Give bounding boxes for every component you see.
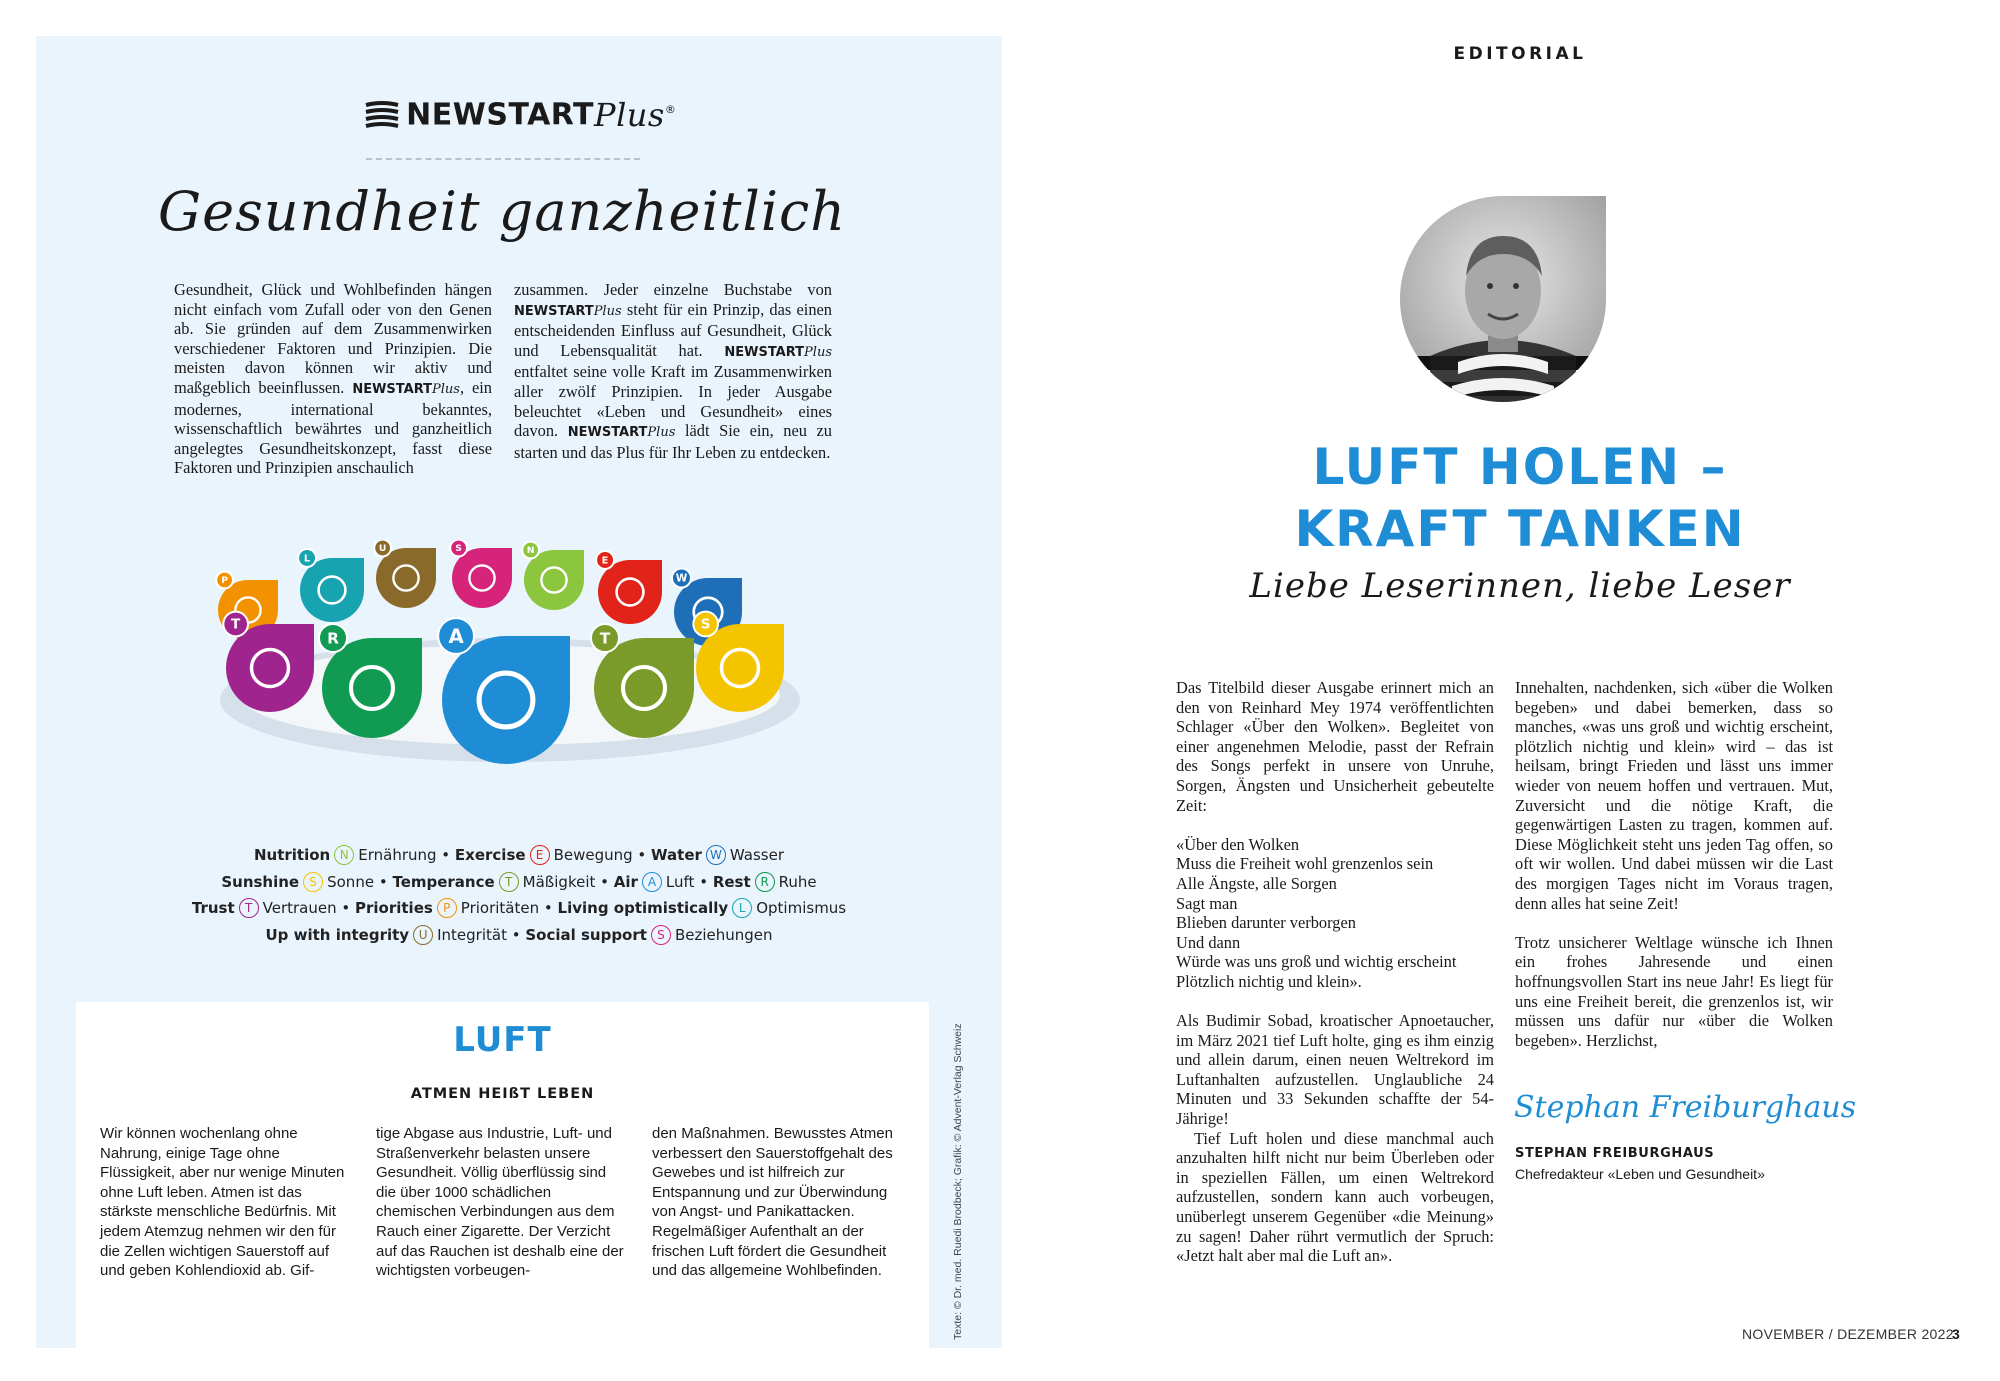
brand-mention: NEWSTARTPlus (352, 381, 460, 397)
legend-german: Integrität (437, 925, 507, 944)
wave-lines-icon (364, 100, 400, 130)
legend-english: Exercise (454, 846, 526, 864)
section-label: EDITORIAL (1453, 44, 1587, 64)
script-title: Gesundheit ganzheitlich (157, 180, 847, 243)
legend-german: Prioritäten (460, 899, 540, 917)
legend-german: Mäßigkeit (522, 872, 596, 891)
drop-letter: T (231, 616, 241, 633)
brand-mention: NEWSTARTPlus (514, 303, 622, 319)
editorial-column-1 (1176, 678, 1494, 1266)
paragraph-3: Tief Luft holen und diese manchmal auch anzuhalten hilft nicht nur beim Überleben oder in speziellen Fällen, um einen Weltrekord aufzustellen, sondern kann auch vorbeugen, unüberlegt unserem Gegenüber «die Meinung» zu sagen! Daher rührt vermutlich der Spruch: «Jetzt halt aber mal die Luft an». (1176, 1128, 1494, 1266)
legend-row: Nutrition N Ernährung • Exercise E Bewegung • Water W Wasser (253, 846, 784, 864)
text-run: entfaltet seine volle Kraft im Zusammenwirken aller zwölf Prinzipien. In jeder Ausgabe beleuchtet «Leben und Gesundheit» eines davon. (514, 362, 832, 441)
legend-english: Social support (525, 925, 647, 944)
legend-letter-badge: A (642, 872, 662, 892)
luft-column-1: Wir können wochenlang ohne Nahrung, einige Tage ohne Flüssigkeit, aber nur wenige Minuten ohne Luft leben. Atmen ist das stärkste menschliche Bedürfnis. Mit jedem Atemzug nehmen wir den für die Zellen wichtigen Sauerstoff auf und geben Kohlendioxid ab. Gif- (100, 1125, 345, 1280)
legend-row: Up with integrity U Integrität • Social support S Beziehungen (265, 925, 773, 944)
registered-mark: ® (664, 103, 676, 117)
legend-english: Priorities (355, 899, 433, 917)
principle-drop (594, 638, 694, 738)
thumbs-up-icon (298, 549, 364, 622)
legend-german: Ernährung (358, 846, 437, 864)
image-credit: Texte: © Dr. med. Ruedi Brodbeck; Grafik: © Advent-Verlag Schweiz (952, 1023, 964, 1340)
legend-english: Sunshine (221, 872, 300, 891)
newstart-logo (0, 96, 1040, 134)
family-icon (450, 540, 512, 608)
legend-english: Up with integrity (265, 925, 410, 944)
principle-drop (322, 638, 422, 738)
paragraph-2: Als Budimir Sobad, kroatischer Apnoetaucher, im März 2021 tief Luft holte, ging es ihm einzig und allein darum, einen neuen Weltrekord im Luftanhalten aufzustellen. Unglaubliche 24 Minuten und 33 Sekunden schaffte der 54-Jährige! (1176, 1011, 1494, 1129)
text-run: zusammen. Jeder einzelne Buchstabe von (514, 280, 832, 299)
intro-column-1 (174, 280, 492, 478)
legend-english: Trust (191, 899, 235, 917)
text-run: Gesundheit, Glück und Wohlbefinden hängen nicht einfach vom Zufall oder von den Genen ab. Sie gründen auf dem Zusammenwirken verschiedener Faktoren und Prinzipien. Die meisten davon können wir aktiv und maßgeblich beeinflussen. (174, 280, 492, 397)
issue-date: NOVEMBER / DEZEMBER 2022 (1742, 1326, 1954, 1342)
legend-english: Living optimistically (557, 899, 729, 917)
page-number: 3 (1952, 1326, 1960, 1342)
legend-letter-badge: E (530, 845, 550, 865)
drop-letter: T (599, 629, 611, 648)
paragraph-5: Trotz unsicherer Weltlage wünsche ich Ihnen ein frohes Jahresende und einen hoffnungsvollen Start ins neue Jahr! Es liegt für uns eine Freiheit bereit, die grenzenlos ist, wir müssen uns dafür nur «über die Wolken begeben». Herzlichst, (1515, 932, 1833, 1050)
intro-column-2 (514, 280, 832, 462)
legend-english: Rest (712, 872, 751, 891)
logo-divider (366, 158, 640, 160)
legend-english: Temperance (392, 872, 495, 891)
scales-icon (591, 624, 694, 738)
principle-drop (226, 624, 314, 712)
luft-title: LUFT (453, 1020, 552, 1060)
legend-letter-badge: T (239, 898, 259, 918)
lifebuoy-icon (374, 540, 436, 608)
brand-mention: NEWSTARTPlus (567, 425, 676, 441)
drop-letter: R (327, 629, 339, 648)
drop-letter: N (526, 545, 535, 557)
salutation: Liebe Leserinnen, liebe Leser (1249, 566, 1791, 606)
sun-icon (693, 612, 784, 712)
author-name: STEPHAN FREIBURGHAUS (1515, 1146, 1715, 1161)
editorial-headline (1040, 436, 2000, 560)
author-portrait (1400, 196, 1606, 402)
editorial-column-2 (1515, 678, 1833, 1050)
legend-letter-badge: S (651, 925, 671, 945)
legend-letter-badge: L (732, 898, 752, 918)
runner-icon (596, 551, 662, 624)
legend-letter-badge: T (499, 872, 519, 892)
brand-mention: NEWSTARTPlus (724, 344, 832, 360)
drop-letter: E (601, 555, 609, 567)
drop-letter: P (221, 575, 228, 587)
handwritten-signature: Stephan Freiburghaus (1514, 1090, 1857, 1125)
brand-name: NEWSTART (406, 97, 595, 133)
drop-letter: L (303, 553, 311, 565)
cloud-wind-icon (438, 618, 570, 764)
text-run: , ein modernes, international bekanntes, wissenschaftlich bewährtes und ganzheitlich angelegtes Gesundheitskonzept, fasst diese Faktoren und Prinzipien anschaulich (174, 377, 492, 478)
legend-english: Nutrition (253, 846, 331, 864)
principle-drop (442, 636, 570, 764)
text-run: steht für ein Prinzip, das einen entscheidenden Einfluss auf Gesundheit, Glück und Lebensqualität hat. (514, 299, 832, 360)
principles-legend (36, 842, 1002, 948)
drop-letter: W (675, 572, 688, 585)
legend-row: Sunshine S Sonne • Temperance T Mäßigkeit • Air A Luft • Rest R Ruhe (221, 872, 817, 891)
legend-german: Ruhe (778, 872, 817, 891)
legend-letter-badge: S (303, 872, 323, 892)
legend-letter-badge: W (706, 845, 726, 865)
luft-column-3: den Maßnahmen. Bewusstes Atmen verbessert den Sauerstoffgehalt des Gewebes und ist hilfreich zur Entspannung und zur Überwindung von Angst- und Panikattacken. Regelmäßiger Aufenthalt an der frischen Luft fördert die Gesundheit und das allgemeine Wohlbefinden. (652, 1125, 893, 1280)
newstart-principles-graphic (210, 540, 810, 780)
headline-line-1: LUFT HOLEN – (1312, 438, 1728, 496)
paragraph-4: Innehalten, nachdenken, sich «über die Wolken begeben» und dabei bemerken, dass so manches, «was uns groß und wichtig erscheint, plötzlich nichtig und klein» wird – das ist heilsam, bringt Frieden und lässt uns immer wieder von neuem hoffen und vertrauen. Mut, Zuversicht und die nötige Kraft, die gegenwärtigen Lasten zu tragen, kommen auf. Diese Möglichkeit steht uns jeden Tag offen, so oft wir wollen. Und dabei müssen wir die Last des morgigen Tages nicht im Voraus tragen, denn alles hat seine Zeit! (1515, 678, 1833, 913)
text-run: lädt Sie ein, neu zu starten und das Plus für Ihr Leben zu entdecken. (514, 421, 832, 462)
principle-drop (696, 624, 784, 712)
legend-german: Wasser (729, 846, 784, 864)
legend-letter-badge: U (413, 925, 433, 945)
grapes-icon (522, 542, 584, 610)
brand-plus: Plus (594, 96, 665, 134)
legend-german: Beziehungen (674, 925, 773, 944)
drop-letter: U (378, 543, 387, 555)
paragraph-1: Das Titelbild dieser Ausgabe erinnert mich an den von Reinhard Mey 1974 veröffentlichten Schlager «Über den Wolken». Begleitet von einer angenehmen Melodie, passt der Refrain des Songs perfekt in unsere von Unruhe, Sorgen, Ängsten und Unsicherheit gebeutelte Zeit: (1176, 678, 1494, 815)
legend-german: Sonne (327, 872, 375, 891)
legend-german: Optimismus (756, 899, 847, 917)
legend-row: Trust T Vertrauen • Priorities P Prioritäten • Living optimistically L Optimismus (191, 899, 847, 917)
luft-column-2: tige Abgase aus Industrie, Luft- und Straßenverkehr belasten unsere Gesundheit. Völlig überflüssig sind die über 1000 schädlichen chemischen Verbindungen aus dem Rauch einer Zigarette. Der Verzicht auf das Rauchen ist deshalb eine der wichtigsten vorbeugen- (376, 1125, 624, 1280)
legend-letter-badge: N (334, 845, 354, 865)
legend-letter-badge: P (437, 898, 457, 918)
headline-line-2: KRAFT TANKEN (1294, 500, 1746, 558)
beach-chair-icon (319, 624, 422, 738)
legend-german: Vertrauen (262, 899, 337, 917)
legend-letter-badge: R (755, 872, 775, 892)
legend-english: Water (651, 846, 702, 864)
author-role: Chefredakteur «Leben und Gesundheit» (1515, 1166, 1765, 1182)
legend-english: Air (613, 872, 638, 891)
handshake-icon (223, 612, 314, 712)
song-quote: «Über den Wolken Muss die Freiheit wohl grenzenlos sein Alle Ängste, alle Sorgen Sagt man Blieben darunter verborgen Und dann Würde was uns groß und wichtig erscheint Plötzlich nichtig und klein». (1176, 834, 1457, 991)
drop-letter: S (700, 616, 711, 633)
luft-subtitle: ATMEN HEIßT LEBEN (410, 1086, 595, 1102)
legend-german: Luft (665, 872, 695, 891)
drop-letter: A (448, 624, 464, 648)
drop-letter: S (455, 543, 462, 555)
legend-german: Bewegung (553, 846, 633, 864)
